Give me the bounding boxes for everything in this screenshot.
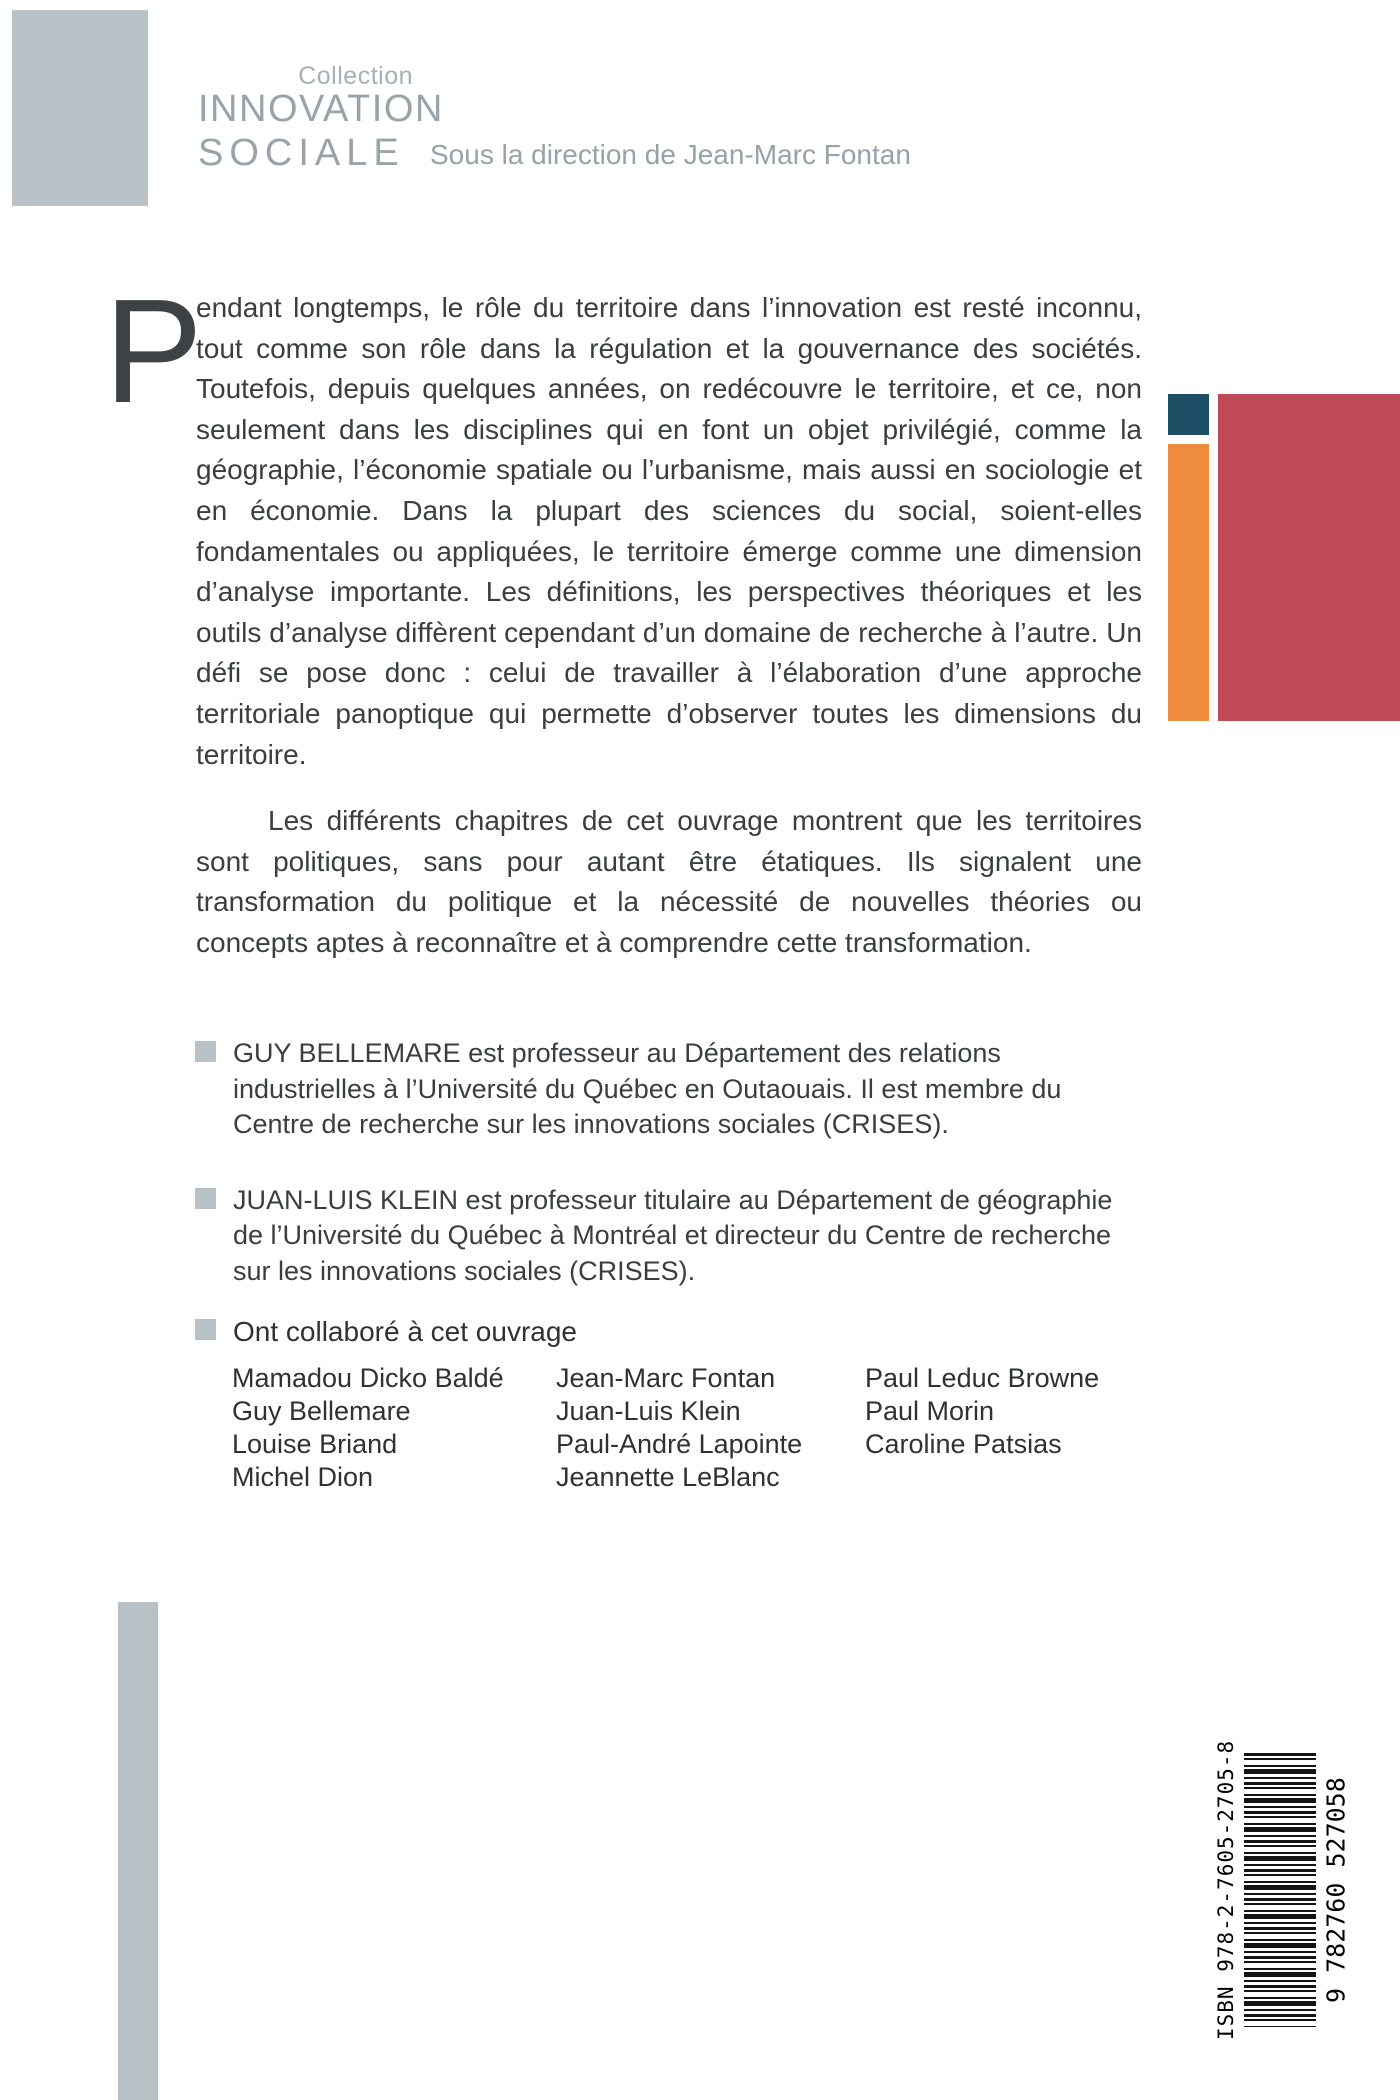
collection-label: Collection: [298, 62, 413, 90]
paragraph-2: Les différents chapitres de cet ouvrage montrent que les territoires sont politiques, sans pour autant être étatiques. Ils signalent une transformation du politique et la nécessité de nouvelles théories ou concepts aptes à reconnaître et à comprendre cette transformation.: [196, 805, 1142, 958]
contributor-name: Michel Dion: [232, 1462, 374, 1492]
square-bullet-icon: [195, 1188, 216, 1209]
gray-corner-block: [12, 10, 148, 206]
dropcap-letter: P: [104, 269, 203, 434]
author-bios: [195, 1036, 1145, 1329]
contributors-column-1: [232, 1362, 556, 1494]
contributor-name: Louise Briand: [232, 1429, 398, 1459]
bio-text: GUY BELLEMARE est professeur au Département des relations industrielles à l’Université du Québec en Outaouais. Il est membre du Centre de recherche sur les innovations sociales (CRISES).: [233, 1038, 1062, 1139]
red-accent-block: [1218, 394, 1400, 721]
contributors-list: [232, 1362, 1182, 1494]
contributor-name: Mamadou Dicko Baldé: [232, 1363, 504, 1393]
contributor-name: Paul Morin: [865, 1396, 995, 1426]
bio-text: JUAN-LUIS KLEIN est professeur titulaire au Département de géographie de l’Université du Québec à Montréal et directeur du Centre de recherche sur les innovations sociales (CRISES).: [233, 1184, 1113, 1286]
paragraph-1: endant longtemps, le rôle du territoire dans l’innovation est resté inconnu, tout comme son rôle dans la régulation et la gouvernance des sociétés. Toutefois, depuis quelques années, on redécouvre le territoire, et ce, non seulement dans les disciplines qui en font un objet privilégié, comme la géographie, l’économie spatiale ou l’urbanisme, mais aussi en sociologie et en économie. Dans la plupart des sciences du social, soient-elles fondamentales ou appliquées, le territoire émerge comme une dimension d’analyse importante. Les définitions, les perspectives théoriques et les outils d’analyse diffèrent cependant d’un domaine de recherche à l’autre. Un défi se pose donc : celui de travailler à l’élaboration d’une approche territoriale panoptique qui permette d’observer toutes les dimensions du territoire.: [196, 292, 1142, 770]
contributors-heading-label: Ont collaboré à cet ouvrage: [233, 1316, 577, 1347]
back-cover-text: [196, 288, 1142, 964]
contributor-name: Jeannette LeBlanc: [556, 1462, 780, 1492]
square-bullet-icon: [195, 1319, 216, 1340]
gray-side-bar: [118, 1602, 158, 2100]
orange-accent-bar: [1168, 444, 1209, 721]
collection-title-line2: SOCIALE: [198, 132, 405, 174]
contributor-name: Juan-Luis Klein: [556, 1396, 741, 1426]
contributors-column-2: [556, 1362, 865, 1494]
isbn-label: ISBN 978-2-7605-2705-8: [1214, 1739, 1238, 2041]
isbn-barcode: [1208, 1739, 1356, 2041]
contributor-name: Guy Bellemare: [232, 1396, 411, 1426]
contributor-name: Jean-Marc Fontan: [556, 1363, 776, 1393]
barcode-bars-icon: [1244, 1753, 1316, 2027]
blue-accent-square: [1168, 394, 1209, 435]
contributors-heading: [195, 1316, 933, 1348]
contributor-name: Paul-André Lapointe: [556, 1429, 803, 1459]
series-director: Sous la direction de Jean-Marc Fontan: [430, 139, 911, 170]
contributors-column-3: [865, 1362, 1099, 1494]
bio-juan-luis-klein: [195, 1183, 1145, 1290]
square-bullet-icon: [195, 1041, 216, 1062]
ean-number: 9 782760 527058: [1321, 1777, 1351, 2003]
collection-title-line1: INNOVATION: [198, 88, 444, 130]
contributor-name: Caroline Patsias: [865, 1429, 1062, 1459]
contributor-name: Paul Leduc Browne: [865, 1363, 1100, 1393]
bio-guy-bellemare: [195, 1036, 1145, 1143]
